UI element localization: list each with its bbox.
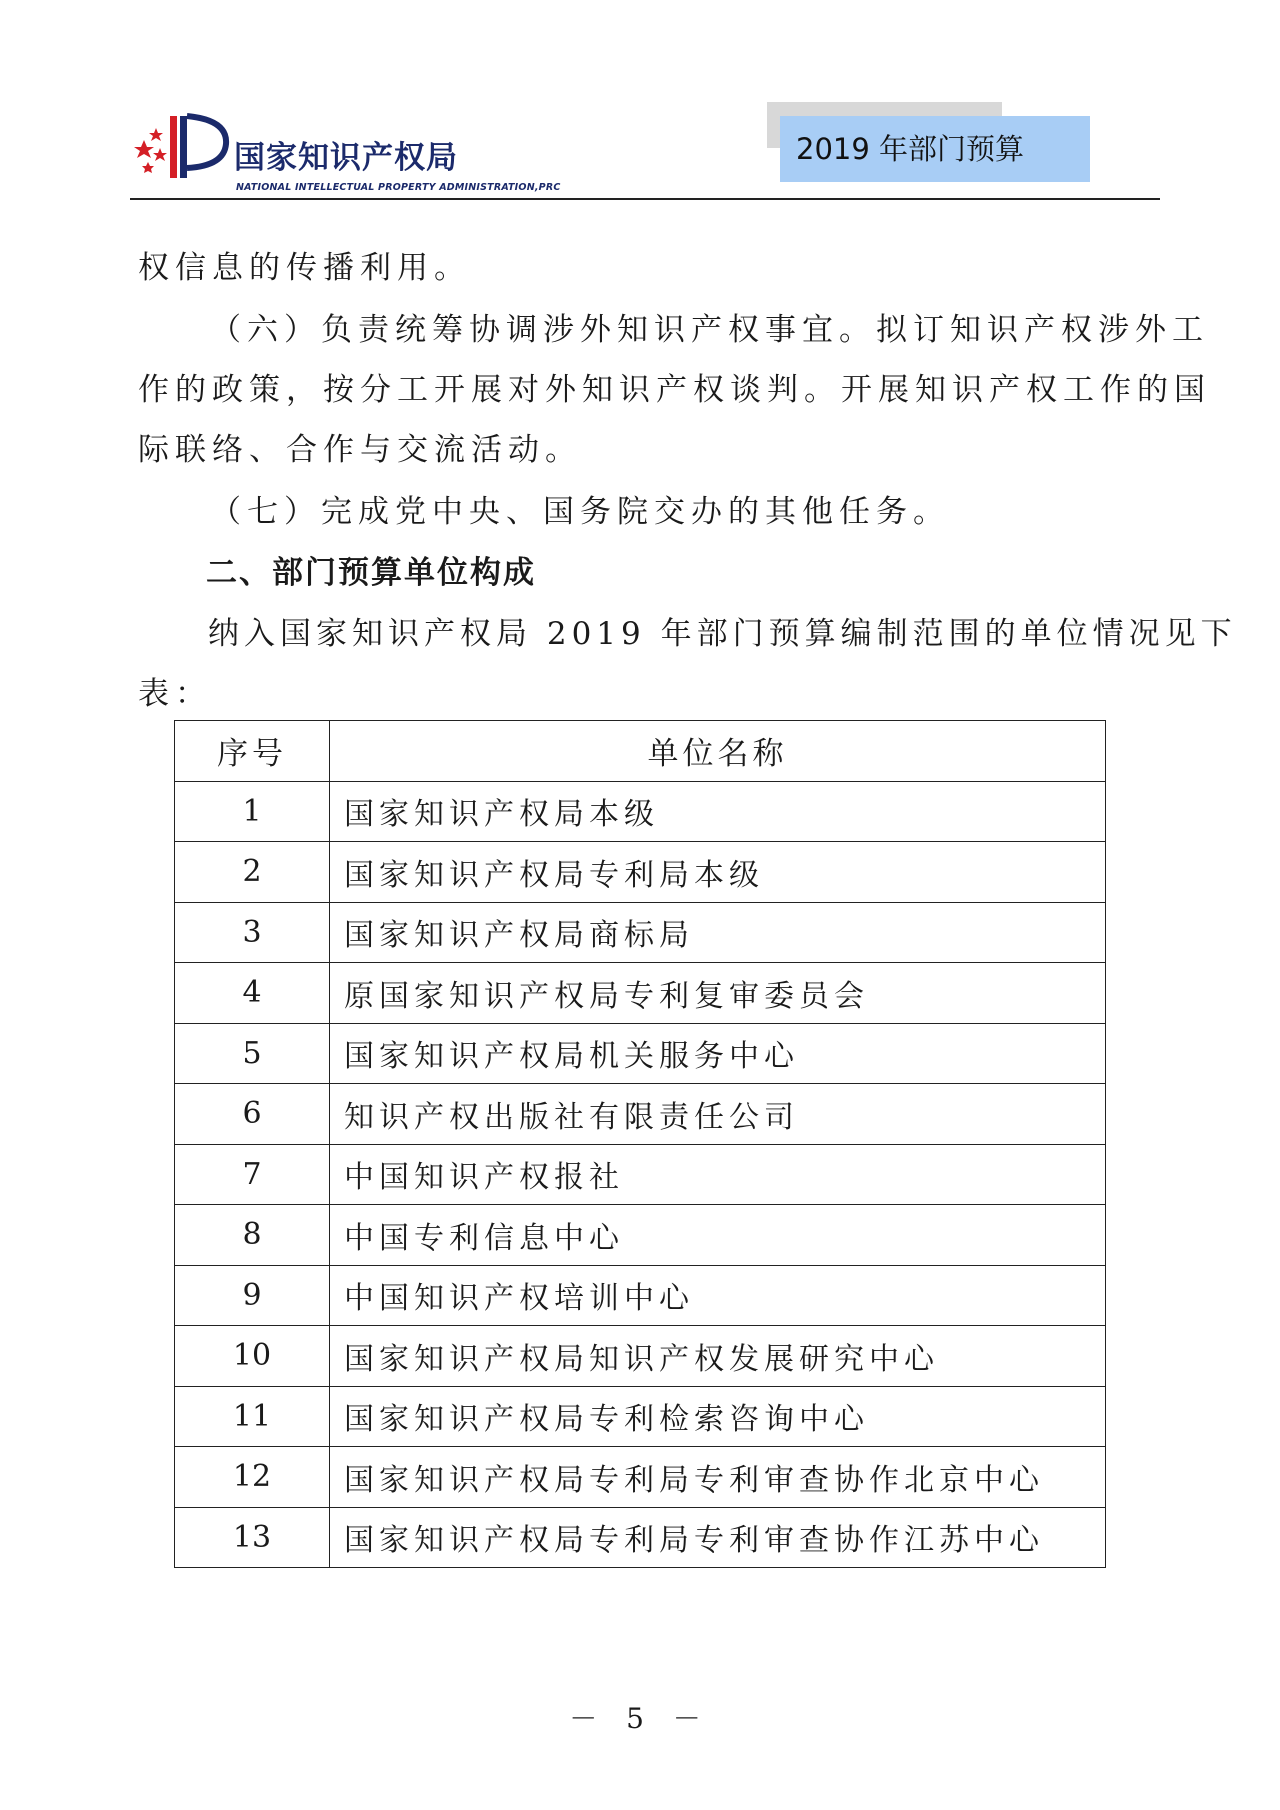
row-index: 10: [175, 1326, 330, 1387]
table-row: [175, 963, 1106, 1024]
table-row: [175, 1326, 1106, 1387]
row-index: 11: [175, 1386, 330, 1447]
unit-name: 知识产权出版社有限责任公司: [330, 1084, 1106, 1145]
table-row: [175, 1023, 1106, 1084]
unit-name: 中国知识产权报社: [330, 1144, 1106, 1205]
table-row: [175, 1265, 1106, 1326]
unit-name: 国家知识产权局专利检索咨询中心: [330, 1386, 1106, 1447]
table-row: [175, 842, 1106, 903]
unit-name: 原国家知识产权局专利复审委员会: [330, 963, 1106, 1024]
table-row: [175, 1144, 1106, 1205]
table-row: [175, 1386, 1106, 1447]
unit-name: 中国专利信息中心: [330, 1205, 1106, 1266]
row-index: 5: [175, 1023, 330, 1084]
header-divider: [130, 198, 1160, 200]
column-header-name: 单位名称: [330, 721, 1106, 782]
paragraph-line: 表：: [138, 676, 212, 712]
row-index: 1: [175, 781, 330, 842]
table-row: [175, 1447, 1106, 1508]
row-index: 4: [175, 963, 330, 1024]
paragraph-line: 作的政策，按分工开展对外知识产权谈判。开展知识产权工作的国: [138, 372, 1211, 408]
unit-name: 国家知识产权局知识产权发展研究中心: [330, 1326, 1106, 1387]
paragraph-line: 纳入国家知识产权局 2019 年部门预算编制范围的单位情况见下: [208, 616, 1237, 652]
unit-name: 中国知识产权培训中心: [330, 1265, 1106, 1326]
cnipa-emblem-icon: [130, 102, 234, 192]
table-row: [175, 1507, 1106, 1568]
row-index: 8: [175, 1205, 330, 1266]
row-index: 6: [175, 1084, 330, 1145]
row-index: 13: [175, 1507, 330, 1568]
paragraph-line: （六）负责统筹协调涉外知识产权事宜。拟订知识产权涉外工: [210, 312, 1209, 348]
org-name-cn: 国家知识产权局: [234, 140, 458, 176]
cnipa-logo: [130, 102, 600, 192]
table-row: [175, 902, 1106, 963]
unit-name: 国家知识产权局专利局本级: [330, 842, 1106, 903]
row-index: 3: [175, 902, 330, 963]
table-row: [175, 1205, 1106, 1266]
budget-units-table: [174, 720, 1106, 1568]
row-index: 12: [175, 1447, 330, 1508]
unit-name: 国家知识产权局商标局: [330, 902, 1106, 963]
unit-name: 国家知识产权局本级: [330, 781, 1106, 842]
unit-name: 国家知识产权局专利局专利审查协作北京中心: [330, 1447, 1106, 1508]
table-row: [175, 781, 1106, 842]
row-index: 7: [175, 1144, 330, 1205]
row-index: 2: [175, 842, 330, 903]
paragraph-line: 际联络、合作与交流活动。: [138, 432, 582, 468]
unit-name: 国家知识产权局专利局专利审查协作江苏中心: [330, 1507, 1106, 1568]
unit-name: 国家知识产权局机关服务中心: [330, 1023, 1106, 1084]
section-heading: 二、部门预算单位构成: [206, 555, 536, 591]
column-header-index: 序号: [175, 721, 330, 782]
table-row: [175, 1084, 1106, 1145]
paragraph-line: （七）完成党中央、国务院交办的其他任务。: [210, 494, 950, 530]
budget-year-badge: 2019 年部门预算: [780, 116, 1090, 182]
table-header-row: [175, 721, 1106, 782]
page-number: － 5 －: [569, 1702, 711, 1735]
org-name-en: NATIONAL INTELLECTUAL PROPERTY ADMINISTRATION,PRC: [236, 182, 561, 193]
paragraph-line: 权信息的传播利用。: [138, 250, 471, 286]
page-header: [130, 88, 1156, 200]
row-index: 9: [175, 1265, 330, 1326]
